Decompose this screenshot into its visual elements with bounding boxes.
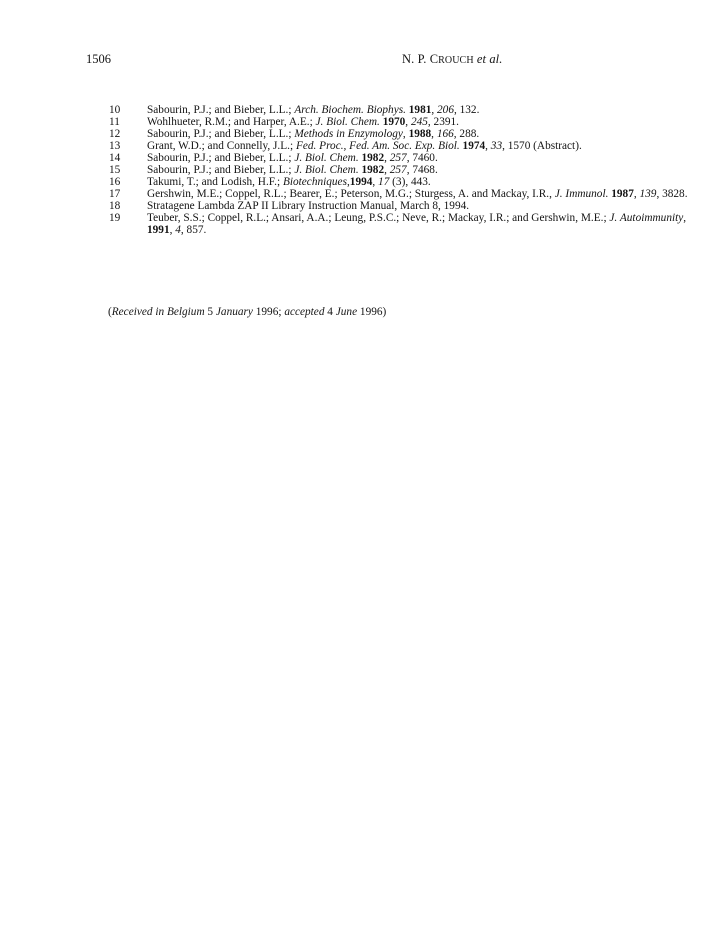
reference-text-part: , (169, 224, 176, 236)
reference-number: 14 (109, 152, 121, 164)
reference-text-part: , (431, 104, 438, 116)
reference-number: 11 (109, 116, 120, 128)
reference-bold-part: 1991 (147, 224, 170, 236)
reference-item (108, 128, 708, 140)
reference-text-part: , (633, 188, 640, 200)
page-header (86, 52, 711, 72)
reference-italic-part: 139 (639, 188, 657, 200)
reference-bold-part: 1981 (408, 104, 432, 116)
reference-item (108, 104, 708, 116)
reference-text-part: , 857. (180, 224, 207, 236)
reference-number: 16 (109, 176, 121, 188)
reference-item (108, 188, 708, 200)
reference-text (147, 152, 708, 164)
reference-italic-part: Fed. Proc., Fed. Am. Soc. Exp. Biol. (295, 140, 460, 152)
reference-italic-part: 245 (410, 116, 428, 128)
reference-italic-part: J. Immunol. (554, 188, 609, 200)
reference-text-part: Sabourin, P.J.; and Bieber, L.L.; (147, 152, 295, 164)
received-label: Received in Belgium (111, 306, 205, 318)
reference-number: 10 (109, 104, 121, 116)
received-month: January (215, 306, 253, 318)
reference-text-part: , 7468. (406, 164, 438, 176)
reference-text-part: , (683, 212, 687, 224)
running-head-initials: N. P. C (402, 52, 439, 66)
reference-bold-part: 1994 (349, 176, 373, 188)
reference-bold-part: 1982 (361, 152, 385, 164)
reference-item (108, 212, 708, 236)
reference-text-part: Sabourin, P.J.; and Bieber, L.L.; (147, 128, 295, 140)
reference-text-part: , 7460. (406, 152, 438, 164)
reference-number: 17 (109, 188, 121, 200)
received-open-paren: ( (108, 306, 112, 318)
reference-italic-part: 206 (437, 104, 454, 116)
reference-bold-part: 1970 (382, 116, 406, 128)
reference-text (147, 176, 708, 188)
reference-text-part: Sabourin, P.J.; and Bieber, L.L.; (147, 104, 295, 116)
accepted-day: 4 (324, 306, 336, 318)
accepted-month: June (335, 306, 358, 318)
reference-text (147, 212, 708, 236)
received-note (108, 306, 386, 318)
reference-item (108, 176, 708, 188)
reference-text-part: , (431, 128, 437, 140)
reference-number: 18 (109, 200, 121, 212)
reference-text-part: Teuber, S.S.; Coppel, R.L.; Ansari, A.A.; Leung, P.S.C.; Neve, R.; Mackay, I.R.; and Gershwin, M.E.; (147, 212, 610, 224)
running-head-etal: et al. (476, 52, 503, 66)
running-head-surname: ROUCH (438, 55, 474, 66)
reference-italic-part: 257 (389, 152, 407, 164)
reference-number: 12 (109, 128, 121, 140)
reference-text-part: Sabourin, P.J.; and Bieber, L.L.; (147, 164, 295, 176)
reference-text-part: , (402, 128, 409, 140)
reference-item (108, 200, 708, 212)
reference-text-part: , 3828. (656, 188, 688, 200)
reference-italic-part: 166 (436, 128, 454, 140)
reference-number: 13 (109, 140, 121, 152)
reference-italic-part: Arch. Biochem. Biophys. (294, 104, 406, 116)
reference-text (147, 116, 708, 128)
reference-item (108, 152, 708, 164)
reference-item (108, 140, 708, 152)
reference-italic-part: Biotechniques (282, 176, 347, 188)
reference-text-part: Gershwin, M.E.; Coppel, R.L.; Bearer, E.; Peterson, M.G.; Sturgess, A. and Mackay, I.R., (147, 188, 555, 200)
reference-text-part: , (405, 116, 411, 128)
reference-text-part: Takumi, T.; and Lodish, H.F.; (147, 176, 283, 188)
accepted-year: 1996) (357, 306, 387, 318)
reference-italic-part: J. Biol. Chem. (294, 152, 359, 164)
reference-text-part: , (372, 176, 379, 188)
reference-item (108, 164, 708, 176)
reference-italic-part: 4 (175, 224, 181, 236)
reference-text-part: , (346, 176, 350, 188)
reference-text-part: Grant, W.D.; and Connelly, J.L.; (147, 140, 296, 152)
reference-text (147, 128, 708, 140)
reference-text-part: , 132. (453, 104, 480, 116)
reference-italic-part: Methods in Enzymology (294, 128, 403, 140)
reference-text-part: , (384, 164, 390, 176)
reference-text-part: , 288. (453, 128, 480, 140)
reference-text (147, 164, 708, 176)
reference-italic-part: J. Biol. Chem. (294, 164, 359, 176)
reference-bold-part: 1982 (361, 164, 385, 176)
reference-item (108, 116, 708, 128)
received-year: 1996; (252, 306, 285, 318)
reference-italic-part: 17 (378, 176, 390, 188)
reference-text (147, 188, 708, 200)
reference-italic-part: 257 (389, 164, 407, 176)
running-head (402, 52, 503, 67)
reference-text-part: , (485, 140, 491, 152)
reference-text (147, 200, 708, 212)
reference-bold-part: 1988 (408, 128, 432, 140)
reference-text-part: , 1570 (Abstract). (502, 140, 582, 152)
reference-text-part: (3), 443. (389, 176, 431, 188)
reference-text-part: , 2391. (427, 116, 459, 128)
reference-list (108, 104, 708, 236)
reference-text-part: , (384, 152, 390, 164)
reference-italic-part: 33 (490, 140, 503, 152)
received-day: 5 (204, 306, 216, 318)
page-number: 1506 (86, 52, 111, 66)
reference-number: 15 (109, 164, 121, 176)
reference-text-part: Stratagene Lambda ZAP II Library Instruction Manual, March 8, 1994. (147, 200, 470, 212)
reference-text (147, 104, 708, 116)
reference-number: 19 (109, 212, 121, 224)
accepted-label: accepted (284, 306, 325, 318)
reference-bold-part: 1987 (611, 188, 634, 200)
reference-text-part: Wohlhueter, R.M.; and Harper, A.E.; (147, 116, 316, 128)
reference-italic-part: J. Autoimmunity (609, 212, 684, 224)
reference-text (147, 140, 708, 152)
reference-bold-part: 1974 (462, 140, 486, 152)
reference-italic-part: J. Biol. Chem. (315, 116, 380, 128)
